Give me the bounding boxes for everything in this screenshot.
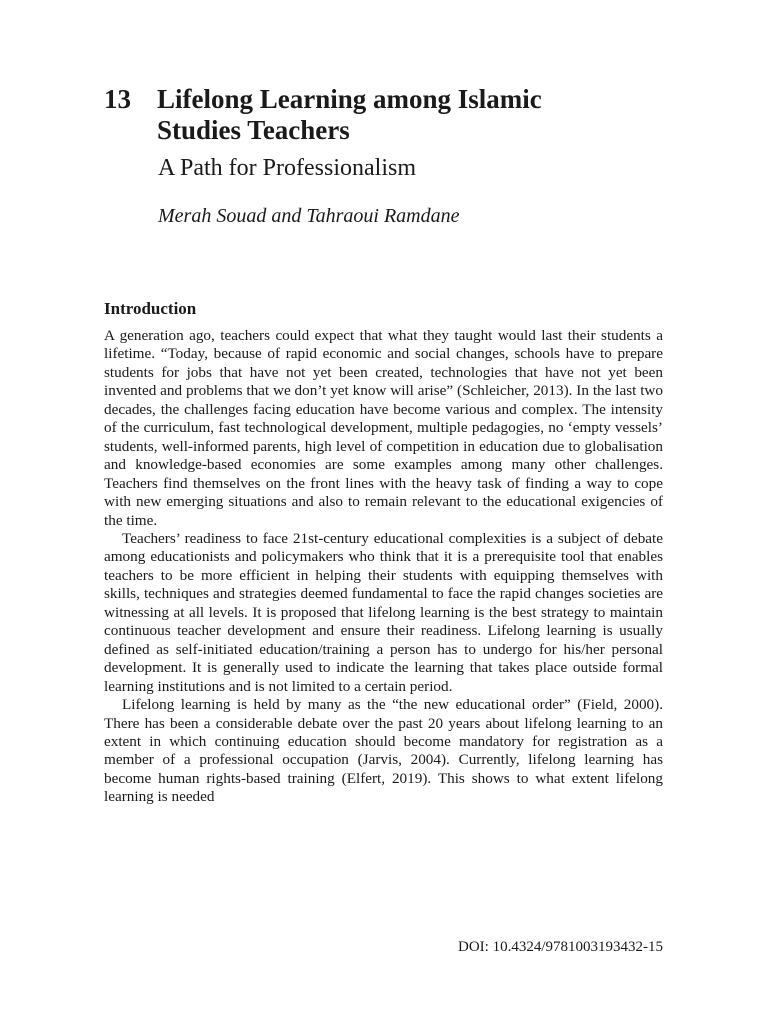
paragraph: Teachers’ readiness to face 21st-century educational complexities is a subject of debate among educationists and policymakers who think that it is a prerequisite tool that enables teachers to be more efficient in helping their students with equipping themselves with skills, techniques and strategies deemed fundamental to face the rapid changes societies are witnessing at all levels. It is proposed that lifelong learning is the best strategy to maintain continuous teacher development and ensure their readiness. Lifelong learning is usually defined as self-initiated education/training a person has to undergo for his/her personal development. It is generally used to indicate the learning that takes place outside formal learning institutions and is not limited to a certain period. xyxy=(104,529,663,695)
chapter-authors: Merah Souad and Tahraoui Ramdane xyxy=(158,205,460,227)
section-heading-introduction: Introduction xyxy=(104,299,197,318)
chapter-title: Lifelong Learning among Islamic Studies Teachers xyxy=(157,84,542,145)
doi-footer: DOI: 10.4324/9781003193432-15 xyxy=(458,939,663,955)
introduction-body xyxy=(104,327,663,807)
paragraph: Lifelong learning is held by many as the “the new educational order” (Field, 2000). There has been a considerable debate over the past 20 years about lifelong learning to an extent in which continuing education should become mandatory for registration as a member of a professional occupation (Jarvis, 2004). Currently, lifelong learning has become human rights-based training (Elfert, 2019). This shows to what extent lifelong learning is needed xyxy=(104,696,663,806)
chapter-subtitle: A Path for Professionalism xyxy=(158,155,416,181)
chapter-number: 13 xyxy=(104,84,131,114)
paragraph: A generation ago, teachers could expect that what they taught would last their students a lifetime. “Today, because of rapid economic and social changes, schools have to prepare students for jobs that have not yet been created, technologies that have not yet been invented and problems that we don’t yet know will arise” (Schleicher, 2013). In the last two decades, the challenges facing education have become various and complex. The intensity of the curriculum, fast technological development, multiple pedagogies, no ‘empty vessels’ students, well-informed parents, high level of competition in education due to globalisation and knowledge-based economies are some examples among many other challenges. Teachers find themselves on the front lines with the heavy task of finding a way to cope with new emerging situations and also to remain relevant to the educational exigencies of the time. xyxy=(104,327,663,529)
